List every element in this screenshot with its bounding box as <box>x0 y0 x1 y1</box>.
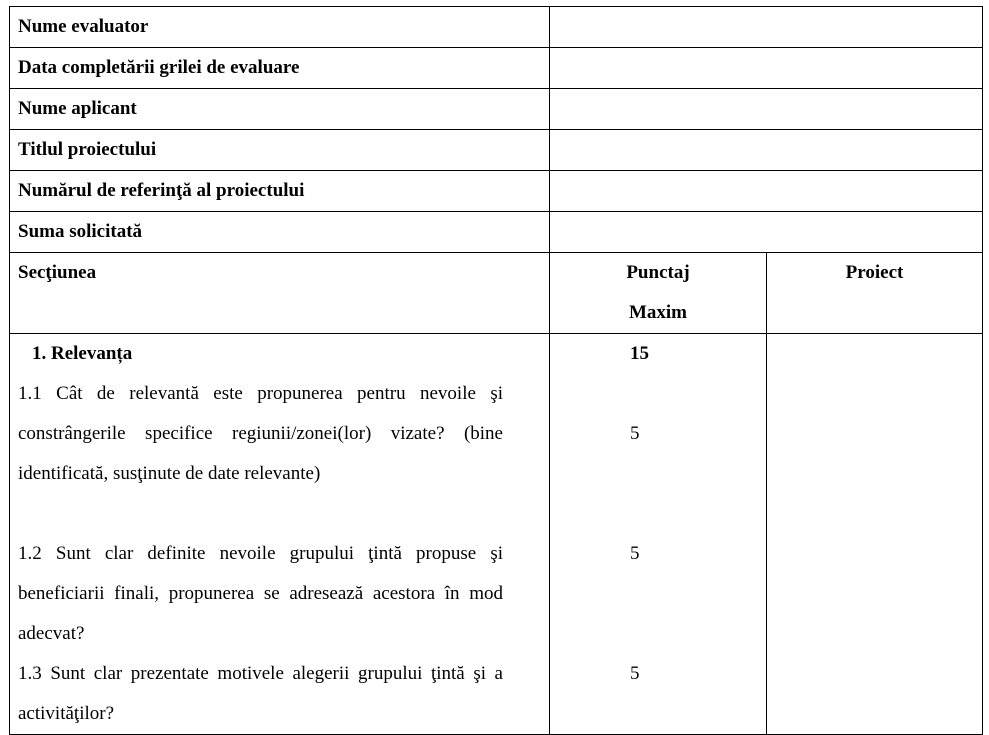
question-1-2: 1.2 Sunt clar definite nevoile grupului ţintă propuse şi beneficiarii finali, propunerea se adresează acestora în mod adecvat? <box>18 543 503 644</box>
question-1-1-score: 5 <box>630 423 640 444</box>
table-header-row <box>10 253 983 334</box>
info-value-date[interactable] <box>550 48 983 89</box>
section-relevance-row <box>10 334 983 735</box>
section-relevance-title: 1. Relevanța <box>32 343 133 364</box>
header-section: Secţiunea <box>10 253 550 334</box>
info-row-project-title <box>10 130 983 171</box>
info-label-date: Data completării grilei de evaluare <box>10 48 550 89</box>
info-value-applicant[interactable] <box>550 89 983 130</box>
header-max-score-line1: Punctaj <box>626 262 690 283</box>
info-value-requested-amount[interactable] <box>550 212 983 253</box>
header-max-score <box>550 253 767 334</box>
question-1-2-score: 5 <box>630 543 640 564</box>
section-relevance-max-score: 15 <box>630 343 649 364</box>
question-1-3: 1.3 Sunt clar prezentate motivele alegerii grupului ţintă şi a activităţilor? <box>18 663 503 724</box>
info-row-applicant <box>10 89 983 130</box>
spacer <box>630 614 758 654</box>
header-max-score-line2: Maxim <box>628 302 688 323</box>
info-label-requested-amount: Suma solicitată <box>10 212 550 253</box>
info-row-reference-number <box>10 171 983 212</box>
evaluation-grid-table <box>9 6 983 735</box>
question-1-1: 1.1 Cât de relevantă este propunerea pentru nevoile şi constrângerile specifice regiunii/zonei(lor) vizate? (bine identificată, susţinute de date relevante) <box>18 383 503 484</box>
info-label-evaluator: Nume evaluator <box>10 7 550 48</box>
info-label-project-title: Titlul proiectului <box>10 130 550 171</box>
info-label-reference-number: Numărul de referinţă al proiectului <box>10 171 550 212</box>
info-value-evaluator[interactable] <box>550 7 983 48</box>
info-value-reference-number[interactable] <box>550 171 983 212</box>
info-value-project-title[interactable] <box>550 130 983 171</box>
spacer <box>630 494 758 534</box>
section-relevance-cell <box>10 334 550 735</box>
section-relevance-project-cell[interactable] <box>767 334 983 735</box>
info-row-date <box>10 48 983 89</box>
info-row-evaluator <box>10 7 983 48</box>
header-project: Proiect <box>767 253 983 334</box>
question-1-3-score: 5 <box>630 663 640 684</box>
info-row-requested-amount <box>10 212 983 253</box>
spacer <box>630 374 758 414</box>
section-relevance-scores-cell <box>550 334 767 735</box>
info-label-applicant: Nume aplicant <box>10 89 550 130</box>
